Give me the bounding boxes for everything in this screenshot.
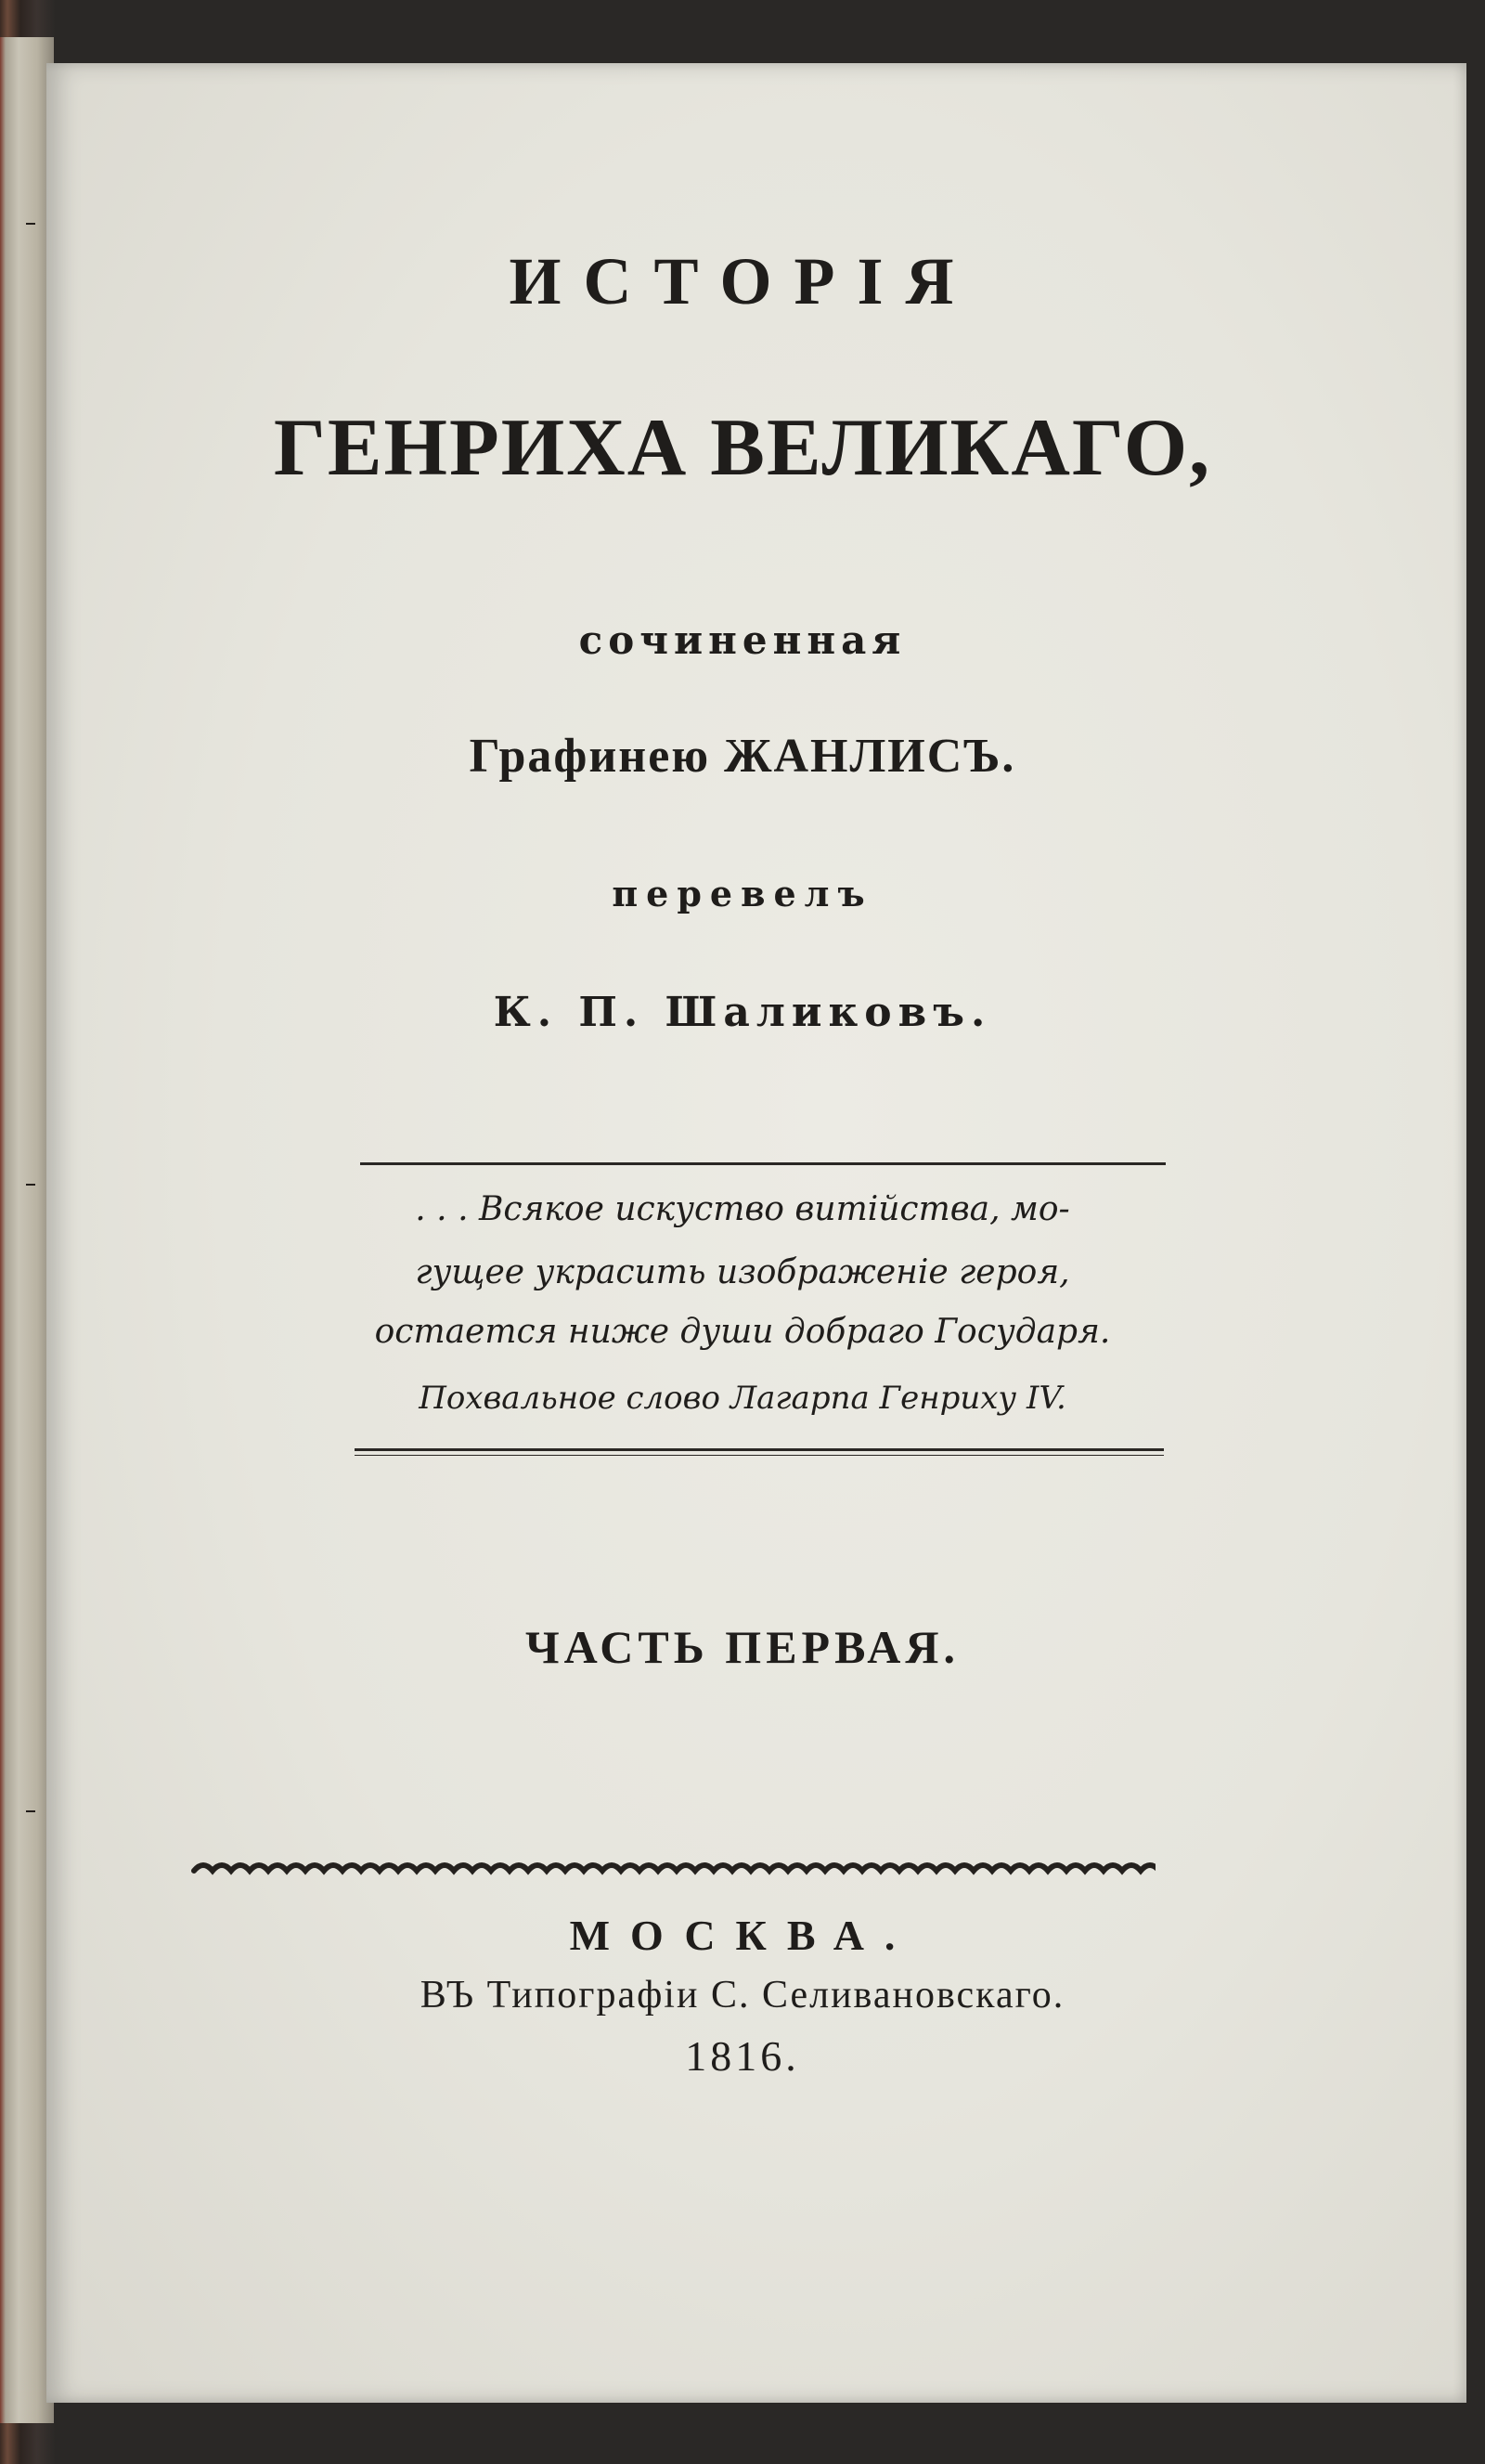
composed-by-label: сочиненная: [578, 617, 907, 663]
translated-by-label: перевелъ: [612, 873, 873, 914]
imprint-city: МОСКВА.: [569, 1912, 916, 1959]
epigraph-line: остается ниже души добраго Государя.: [374, 1313, 1111, 1351]
imprint-printer: ВЪ Типографіи С. Селивановскаго.: [420, 1974, 1065, 2017]
binding-mark: [26, 1184, 35, 1186]
wavy-rule-ornament: [190, 1857, 1156, 1885]
book-title: ИСТОРІЯ: [509, 244, 976, 318]
binding-mark: [26, 1810, 35, 1812]
book-subtitle: ГЕНРИХА ВЕЛИКАГО,: [273, 403, 1212, 493]
author-name: Графинею ЖАНЛИСЪ.: [469, 730, 1016, 783]
epigraph-source: Похвальное слово Лагарпа Генриху IV.: [419, 1380, 1066, 1417]
epigraph-top-rule: [360, 1162, 1166, 1165]
epigraph-line: . . . Всякое искуство витійства, мо-: [415, 1190, 1070, 1228]
binding-mark: [26, 223, 35, 225]
epigraph-line: гущее украсить изображеніе героя,: [415, 1253, 1070, 1291]
volume-part: ЧАСТЬ ПЕРВАЯ.: [524, 1621, 961, 1673]
translator-name: К. П. Шаликовъ.: [493, 989, 992, 1036]
imprint-year: 1816.: [685, 2032, 800, 2080]
epigraph-bottom-rule-thin: [355, 1455, 1164, 1456]
epigraph-bottom-rule: [355, 1448, 1164, 1451]
